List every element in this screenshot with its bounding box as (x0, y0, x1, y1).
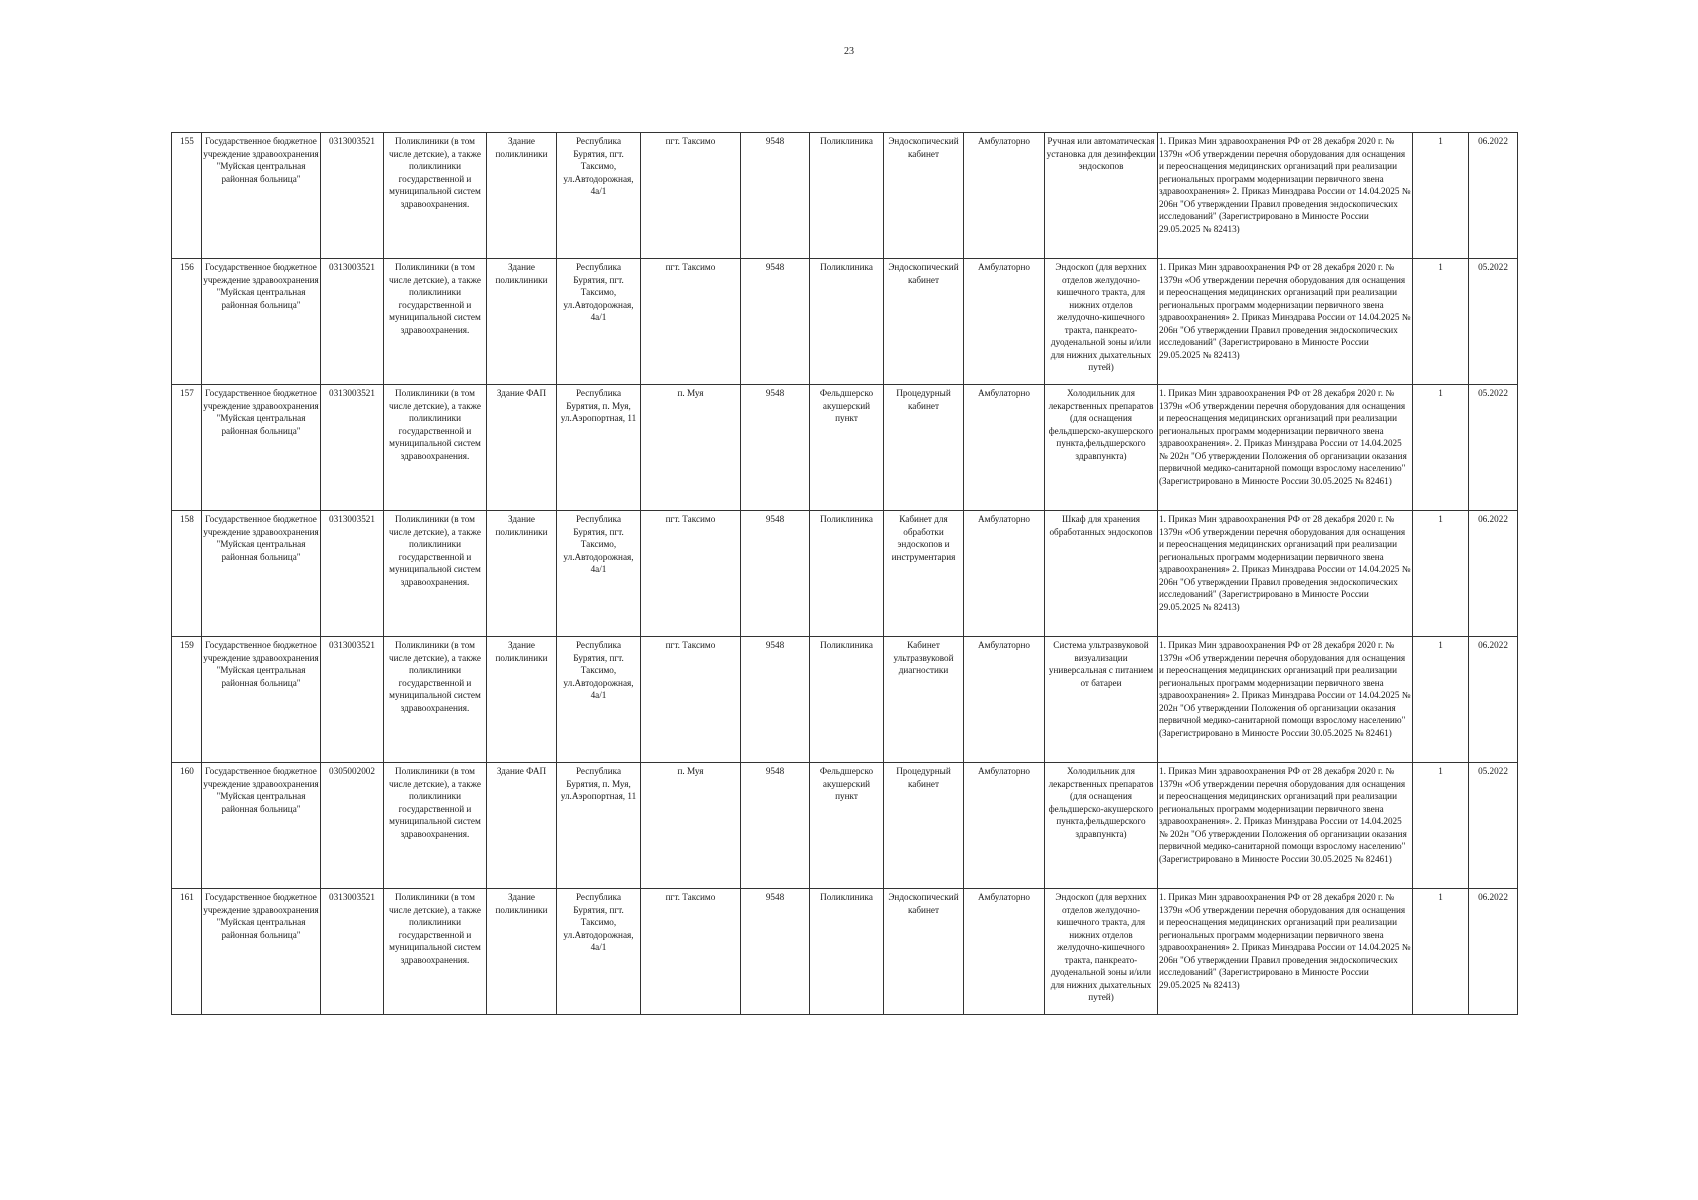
address-cell: Республика Бурятия, пгт. Таксимо, ул.Автодорожная, 4а/1 (557, 637, 641, 763)
care-mode-cell: Амбулаторно (964, 259, 1045, 385)
equipment-table (171, 132, 1518, 1015)
care-mode-cell: Амбулаторно (964, 889, 1045, 1015)
organization-name-cell: Государственное бюджетное учреждение здравоохранения "Муйская центральная районная больница" (202, 763, 321, 889)
care-mode-cell: Амбулаторно (964, 763, 1045, 889)
address-cell: Республика Бурятия, пгт. Таксимо, ул.Автодорожная, 4а/1 (557, 511, 641, 637)
room-cell: Процедурный кабинет (884, 763, 964, 889)
locality-cell: п. Муя (641, 763, 741, 889)
row-number-cell: 157 (172, 385, 202, 511)
table-row (172, 637, 1518, 763)
care-mode-cell: Амбулаторно (964, 511, 1045, 637)
table-row (172, 889, 1518, 1015)
room-cell: Эндоскопический кабинет (884, 889, 964, 1015)
table-row (172, 763, 1518, 889)
organization-name-cell: Государственное бюджетное учреждение здравоохранения "Муйская центральная районная больница" (202, 133, 321, 259)
address-cell: Республика Бурятия, пгт. Таксимо, ул.Автодорожная, 4а/1 (557, 889, 641, 1015)
row-number-cell: 156 (172, 259, 202, 385)
institution-type-cell: Поликлиники (в том числе детские), а также поликлиники государственной и муниципальной систем здравоохранения. (384, 511, 487, 637)
care-mode-cell: Амбулаторно (964, 385, 1045, 511)
quantity-cell: 1 (1413, 133, 1469, 259)
institution-type-cell: Поликлиники (в том числе детские), а также поликлиники государственной и муниципальной систем здравоохранения. (384, 133, 487, 259)
building-cell: Здание поликлиники (487, 889, 557, 1015)
equipment-name-cell: Холодильник для лекарственных препаратов (для оснащения фельдшерско-акушерского пункта,фельдшерского здравпункта) (1045, 385, 1158, 511)
division-cell: Поликлиника (810, 259, 884, 385)
legal-basis-cell: 1. Приказ Мин здравоохранения РФ от 28 декабря 2020 г. № 1379н «Об утверждении перечня оборудования для оснащения и переоснащения медицинских организаций при реализации региональных программ модернизации первичного звена здравоохранения» 2. Приказ Минздрава России от 14.04.2025 № 206н "Об утверждении Правил проведения эндоскопических исследований" (Зарегистрировано в Минюсте России 29.05.2025 № 82413) (1158, 511, 1413, 637)
row-number-cell: 159 (172, 637, 202, 763)
row-number-cell: 155 (172, 133, 202, 259)
room-cell: Кабинет ультразвуковой диагностики (884, 637, 964, 763)
address-cell: Республика Бурятия, пгт. Таксимо, ул.Автодорожная, 4а/1 (557, 259, 641, 385)
institution-type-cell: Поликлиники (в том числе детские), а также поликлиники государственной и муниципальной систем здравоохранения. (384, 259, 487, 385)
division-cell: Поликлиника (810, 637, 884, 763)
institution-type-cell: Поликлиники (в том числе детские), а также поликлиники государственной и муниципальной систем здравоохранения. (384, 637, 487, 763)
locality-cell: пгт. Таксимо (641, 511, 741, 637)
quantity-cell: 1 (1413, 511, 1469, 637)
organization-code-cell: 0313003521 (321, 511, 384, 637)
division-cell: Поликлиника (810, 889, 884, 1015)
legal-basis-cell: 1. Приказ Мин здравоохранения РФ от 28 декабря 2020 г. № 1379н «Об утверждении перечня оборудования для оснащения и переоснащения медицинских организаций при реализации региональных программ модернизации первичного звена здравоохранения» 2. Приказ Минздрава России от 14.04.2025 № 202н "Об утверждении Положения об организации оказания первичной медико-санитарной помощи взрослому населению" (Зарегистрировано в Минюсте России 30.05.2025 № 82461) (1158, 637, 1413, 763)
room-cell: Эндоскопический кабинет (884, 259, 964, 385)
organization-code-cell: 0313003521 (321, 385, 384, 511)
equipment-name-cell: Система ультразвуковой визуализации универсальная с питанием от батареи (1045, 637, 1158, 763)
locality-cell: п. Муя (641, 385, 741, 511)
organization-name-cell: Государственное бюджетное учреждение здравоохранения "Муйская центральная районная больница" (202, 259, 321, 385)
table-row (172, 133, 1518, 259)
equipment-name-cell: Холодильник для лекарственных препаратов (для оснащения фельдшерско-акушерского пункта,фельдшерского здравпункта) (1045, 763, 1158, 889)
address-cell: Республика Бурятия, п. Муя, ул.Аэропортная, 11 (557, 385, 641, 511)
legal-basis-cell: 1. Приказ Мин здравоохранения РФ от 28 декабря 2020 г. № 1379н «Об утверждении перечня оборудования для оснащения и переоснащения медицинских организаций при реализации региональных программ модернизации первичного звена здравоохранения». 2. Приказ Минздрава России от 14.04.2025 № 202н "Об утверждении Положения об организации оказания первичной медико-санитарной помощи взрослому населению" (Зарегистрировано в Минюсте России 30.05.2025 № 82461) (1158, 385, 1413, 511)
building-cell: Здание поликлиники (487, 511, 557, 637)
equipment-name-cell: Шкаф для хранения обработанных эндоскопов (1045, 511, 1158, 637)
building-cell: Здание поликлиники (487, 637, 557, 763)
institution-type-cell: Поликлиники (в том числе детские), а также поликлиники государственной и муниципальной систем здравоохранения. (384, 763, 487, 889)
division-cell: Фельдшерско акушерский пункт (810, 385, 884, 511)
quantity-cell: 1 (1413, 637, 1469, 763)
table-row (172, 385, 1518, 511)
date-cell: 06.2022 (1469, 889, 1518, 1015)
building-cell: Здание поликлиники (487, 133, 557, 259)
date-cell: 05.2022 (1469, 763, 1518, 889)
institution-type-cell: Поликлиники (в том числе детские), а также поликлиники государственной и муниципальной систем здравоохранения. (384, 889, 487, 1015)
organization-code-cell: 0313003521 (321, 889, 384, 1015)
date-cell: 06.2022 (1469, 133, 1518, 259)
code-number-cell: 9548 (741, 763, 810, 889)
locality-cell: пгт. Таксимо (641, 637, 741, 763)
date-cell: 05.2022 (1469, 259, 1518, 385)
organization-name-cell: Государственное бюджетное учреждение здравоохранения "Муйская центральная районная больница" (202, 511, 321, 637)
quantity-cell: 1 (1413, 259, 1469, 385)
address-cell: Республика Бурятия, п. Муя, ул.Аэропортная, 11 (557, 763, 641, 889)
address-cell: Республика Бурятия, пгт. Таксимо, ул.Автодорожная, 4а/1 (557, 133, 641, 259)
page-number: 23 (844, 46, 854, 57)
care-mode-cell: Амбулаторно (964, 133, 1045, 259)
organization-code-cell: 0313003521 (321, 259, 384, 385)
date-cell: 06.2022 (1469, 637, 1518, 763)
organization-name-cell: Государственное бюджетное учреждение здравоохранения "Муйская центральная районная больница" (202, 889, 321, 1015)
organization-code-cell: 0313003521 (321, 133, 384, 259)
table-row (172, 511, 1518, 637)
date-cell: 06.2022 (1469, 511, 1518, 637)
division-cell: Поликлиника (810, 133, 884, 259)
locality-cell: пгт. Таксимо (641, 259, 741, 385)
code-number-cell: 9548 (741, 385, 810, 511)
division-cell: Поликлиника (810, 511, 884, 637)
building-cell: Здание ФАП (487, 763, 557, 889)
division-cell: Фельдшерско акушерский пункт (810, 763, 884, 889)
code-number-cell: 9548 (741, 637, 810, 763)
building-cell: Здание ФАП (487, 385, 557, 511)
quantity-cell: 1 (1413, 889, 1469, 1015)
locality-cell: пгт. Таксимо (641, 133, 741, 259)
organization-name-cell: Государственное бюджетное учреждение здравоохранения "Муйская центральная районная больница" (202, 637, 321, 763)
locality-cell: пгт. Таксимо (641, 889, 741, 1015)
equipment-name-cell: Эндоскоп (для верхних отделов желудочно-кишечного тракта, для нижних отделов желудочно-кишечного тракта, панкреато-дуоденальной зоны и/или для нижних дыхательных путей) (1045, 259, 1158, 385)
row-number-cell: 161 (172, 889, 202, 1015)
room-cell: Процедурный кабинет (884, 385, 964, 511)
legal-basis-cell: 1. Приказ Мин здравоохранения РФ от 28 декабря 2020 г. № 1379н «Об утверждении перечня оборудования для оснащения и переоснащения медицинских организаций при реализации региональных программ модернизации первичного звена здравоохранения» 2. Приказ Минздрава России от 14.04.2025 № 206н "Об утверждении Правил проведения эндоскопических исследований" (Зарегистрировано в Минюсте России 29.05.2025 № 82413) (1158, 889, 1413, 1015)
care-mode-cell: Амбулаторно (964, 637, 1045, 763)
room-cell: Кабинет для обработки эндоскопов и инструментария (884, 511, 964, 637)
code-number-cell: 9548 (741, 133, 810, 259)
legal-basis-cell: 1. Приказ Мин здравоохранения РФ от 28 декабря 2020 г. № 1379н «Об утверждении перечня оборудования для оснащения и переоснащения медицинских организаций при реализации региональных программ модернизации первичного звена здравоохранения» 2. Приказ Минздрава России от 14.04.2025 № 206н "Об утверждении Правил проведения эндоскопических исследований" (Зарегистрировано в Минюсте России 29.05.2025 № 82413) (1158, 259, 1413, 385)
table-row (172, 259, 1518, 385)
code-number-cell: 9548 (741, 511, 810, 637)
organization-code-cell: 0313003521 (321, 637, 384, 763)
legal-basis-cell: 1. Приказ Мин здравоохранения РФ от 28 декабря 2020 г. № 1379н «Об утверждении перечня оборудования для оснащения и переоснащения медицинских организаций при реализации региональных программ модернизации первичного звена здравоохранения». 2. Приказ Минздрава России от 14.04.2025 № 202н "Об утверждении Положения об организации оказания первичной медико-санитарной помощи взрослому населению" (Зарегистрировано в Минюсте России 30.05.2025 № 82461) (1158, 763, 1413, 889)
room-cell: Эндоскопический кабинет (884, 133, 964, 259)
institution-type-cell: Поликлиники (в том числе детские), а также поликлиники государственной и муниципальной систем здравоохранения. (384, 385, 487, 511)
quantity-cell: 1 (1413, 385, 1469, 511)
equipment-name-cell: Эндоскоп (для верхних отделов желудочно-кишечного тракта, для нижних отделов желудочно-кишечного тракта, панкреато-дуоденальной зоны и/или для нижних дыхательных путей) (1045, 889, 1158, 1015)
building-cell: Здание поликлиники (487, 259, 557, 385)
row-number-cell: 160 (172, 763, 202, 889)
equipment-name-cell: Ручная или автоматическая установка для дезинфекции эндоскопов (1045, 133, 1158, 259)
organization-name-cell: Государственное бюджетное учреждение здравоохранения "Муйская центральная районная больница" (202, 385, 321, 511)
code-number-cell: 9548 (741, 889, 810, 1015)
organization-code-cell: 0305002002 (321, 763, 384, 889)
quantity-cell: 1 (1413, 763, 1469, 889)
row-number-cell: 158 (172, 511, 202, 637)
date-cell: 05.2022 (1469, 385, 1518, 511)
code-number-cell: 9548 (741, 259, 810, 385)
legal-basis-cell: 1. Приказ Мин здравоохранения РФ от 28 декабря 2020 г. № 1379н «Об утверждении перечня оборудования для оснащения и переоснащения медицинских организаций при реализации региональных программ модернизации первичного звена здравоохранения» 2. Приказ Минздрава России от 14.04.2025 № 206н "Об утверждении Правил проведения эндоскопических исследований" (Зарегистрировано в Минюсте России 29.05.2025 № 82413) (1158, 133, 1413, 259)
